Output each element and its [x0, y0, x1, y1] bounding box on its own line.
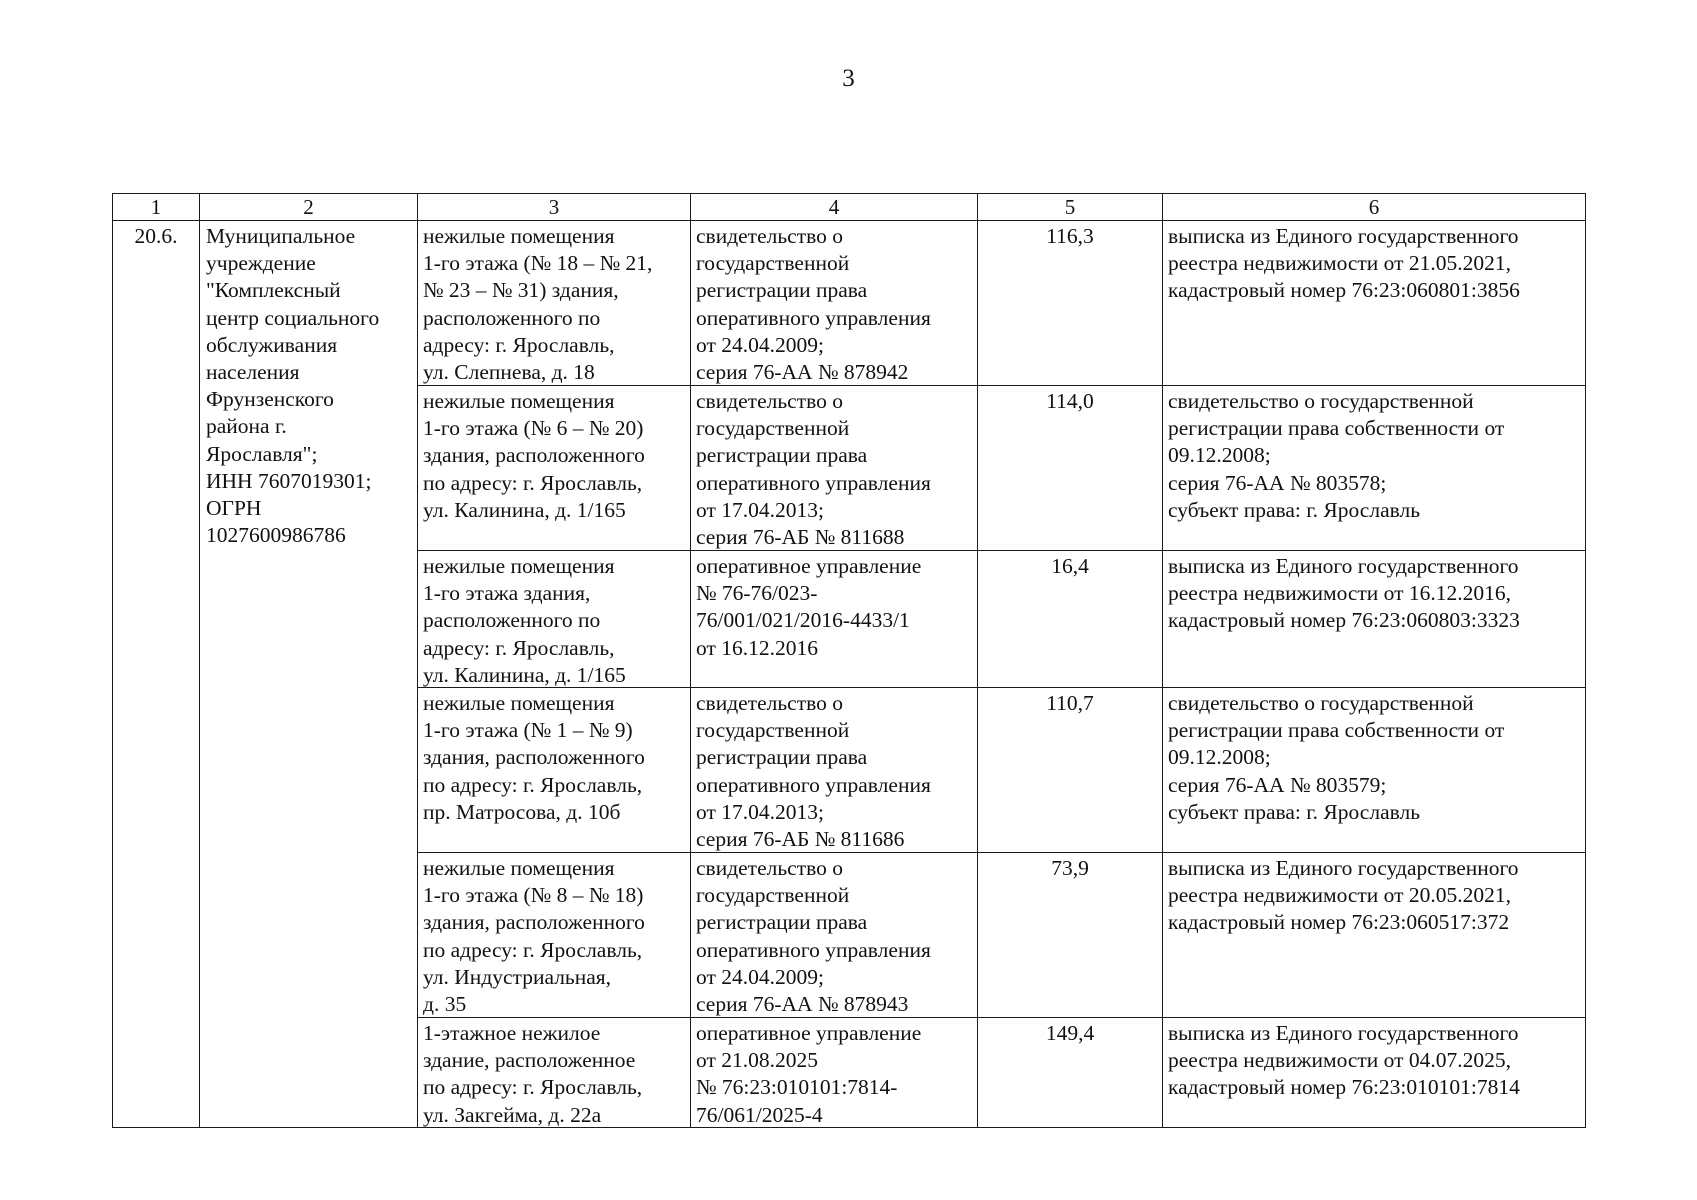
object-cell: [418, 853, 691, 1018]
document-cell: [691, 221, 978, 386]
object-cell: [418, 386, 691, 551]
object-cell: [418, 221, 691, 386]
document-cell: [691, 386, 978, 551]
document-cell: [691, 551, 978, 688]
object-cell: [418, 551, 691, 688]
table-row: [113, 221, 1586, 386]
basis-cell: [1163, 1018, 1586, 1128]
area-cell: [978, 551, 1163, 688]
basis-cell: [1163, 853, 1586, 1018]
area-value: 16,4: [1051, 554, 1089, 578]
property-table: [112, 193, 1586, 1128]
ownership-basis: выписка из Единого государственного реестра недвижимости от 21.05.2021, кадастровый номер 76:23:060801:3856: [1168, 224, 1520, 303]
column-header-3: 3: [418, 194, 691, 221]
ownership-basis: свидетельство о государственной регистрации права собственности от 09.12.2008; серия 76-АА № 803579; субъект права: г. Ярославль: [1168, 691, 1505, 824]
area-cell: [978, 1018, 1163, 1128]
ownership-basis: выписка из Единого государственного реестра недвижимости от 20.05.2021, кадастровый номер 76:23:060517:372: [1168, 856, 1519, 935]
column-header-2: 2: [200, 194, 418, 221]
object-description: нежилые помещения 1-го этажа (№ 18 – № 21, № 23 – № 31) здания, расположенного по адресу: г. Ярославль, ул. Слепнева, д. 18: [423, 224, 653, 385]
row-number-cell: [113, 221, 200, 1128]
area-cell: [978, 688, 1163, 853]
basis-cell: [1163, 221, 1586, 386]
area-value: 149,4: [1045, 1021, 1095, 1045]
area-cell: [978, 221, 1163, 386]
organization-name: Муниципальное учреждение "Комплексный центр социального обслуживания населения Фрунзенского района г. Ярославля"; ИНН 7607019301; ОГРН 1027600986786: [206, 224, 380, 548]
area-cell: [978, 853, 1163, 1018]
registration-document: свидетельство о государственной регистрации права оперативного управления от 17.04.2013; серия 76-АБ № 811688: [696, 389, 931, 550]
object-description: нежилые помещения 1-го этажа (№ 6 – № 20) здания, расположенного по адресу: г. Ярославль, ул. Калинина, д. 1/165: [423, 389, 645, 522]
registration-document: свидетельство о государственной регистрации права оперативного управления от 17.04.2013; серия 76-АБ № 811686: [696, 691, 931, 852]
column-header-4: 4: [691, 194, 978, 221]
object-description: нежилые помещения 1-го этажа (№ 8 – № 18) здания, расположенного по адресу: г. Ярославль, ул. Индустриальная, д. 35: [423, 856, 645, 1017]
object-cell: [418, 1018, 691, 1128]
ownership-basis: свидетельство о государственной регистрации права собственности от 09.12.2008; серия 76-АА № 803578; субъект права: г. Ярославль: [1168, 389, 1505, 522]
ownership-basis: выписка из Единого государственного реестра недвижимости от 16.12.2016, кадастровый номер 76:23:060803:3323: [1168, 554, 1520, 633]
basis-cell: [1163, 688, 1586, 853]
area-value: 110,7: [1046, 691, 1094, 715]
document-cell: [691, 853, 978, 1018]
table-header-row: [113, 194, 1586, 221]
column-header-1: 1: [113, 194, 200, 221]
page-number: 3: [842, 65, 855, 92]
organization-cell: [200, 221, 418, 1128]
registration-document: оперативное управление от 21.08.2025 № 76:23:010101:7814- 76/061/2025-4: [696, 1021, 922, 1127]
registration-document: оперативное управление № 76-76/023- 76/001/021/2016-4433/1 от 16.12.2016: [696, 554, 922, 660]
basis-cell: [1163, 386, 1586, 551]
object-description: 1-этажное нежилое здание, расположенное по адресу: г. Ярославль, ул. Закгейма, д. 22а: [423, 1021, 643, 1127]
ownership-basis: выписка из Единого государственного реестра недвижимости от 04.07.2025, кадастровый номер 76:23:010101:7814: [1168, 1021, 1520, 1100]
area-value: 116,3: [1046, 224, 1094, 248]
document-cell: [691, 688, 978, 853]
column-header-5: 5: [978, 194, 1163, 221]
registration-document: свидетельство о государственной регистрации права оперативного управления от 24.04.2009; серия 76-АА № 878942: [696, 224, 931, 385]
object-description: нежилые помещения 1-го этажа (№ 1 – № 9) здания, расположенного по адресу: г. Ярославль, пр. Матросова, д. 10б: [423, 691, 645, 824]
column-header-6: 6: [1163, 194, 1586, 221]
object-cell: [418, 688, 691, 853]
registration-document: свидетельство о государственной регистрации права оперативного управления от 24.04.2009; серия 76-АА № 878943: [696, 856, 931, 1017]
document-cell: [691, 1018, 978, 1128]
area-value: 114,0: [1046, 389, 1094, 413]
object-description: нежилые помещения 1-го этажа здания, расположенного по адресу: г. Ярославль, ул. Калинина, д. 1/165: [423, 554, 626, 687]
area-cell: [978, 386, 1163, 551]
row-number: 20.6.: [134, 224, 178, 248]
area-value: 73,9: [1051, 856, 1089, 880]
basis-cell: [1163, 551, 1586, 688]
